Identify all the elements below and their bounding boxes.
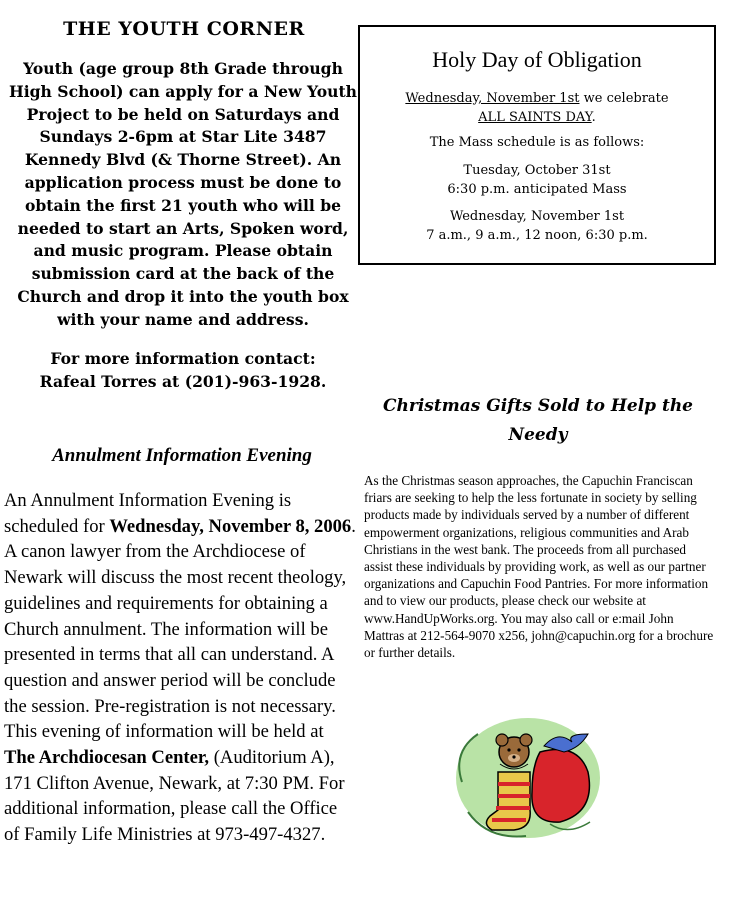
mass-day2	[360, 207, 714, 245]
mass-day2-times: 7 a.m., 9 a.m., 12 noon, 6:30 p.m.	[426, 228, 648, 243]
mass-day1	[360, 161, 714, 199]
holy-day-date: Wednesday, November 1st	[405, 91, 580, 106]
annulment-part2: . A canon lawyer from the Archdiocese of Newark will discuss the most recent theology, guidelines and requirements for obtaining a Church annulment. The information will be presented in terms that all can understand. A question and answer period will be conclude the session. Pre-registration is not necessary. This evening of information will be held at	[4, 515, 356, 743]
mass-day2-date: Wednesday, November 1st	[449, 209, 625, 224]
holy-day-feast: ALL SAINTS DAY	[478, 110, 592, 125]
annulment-body	[4, 488, 356, 848]
christmas-gift-clipart-icon	[448, 712, 604, 844]
youth-corner-body: Youth (age group 8th Grade through High School) can apply for a New Youth Project to be held on Saturdays and Sundays 2-6pm at Star Lite 3487 Kennedy Blvd (& Thorne Street). An application process must be done to obtain the first 21 youth who will be needed to start an Arts, Spoken word, and music program. Please obtain submission card at the back of the Church and drop it into the youth box with your name and address.	[8, 59, 357, 329]
annulment-part3: (Auditorium A), 171 Clifton Avenue, Newark, at 7:30 PM. For additional information, please call the Office of Family Life Ministries at 973-497-4327.	[4, 747, 345, 846]
annulment-title: Annulment Information Evening	[52, 445, 312, 466]
annulment-date: Wednesday, November 8, 2006	[109, 515, 352, 537]
youth-corner-contact	[4, 348, 362, 394]
annulment-location: The Archdiocesan Center,	[4, 747, 210, 769]
youth-corner-heading: THE YOUTH CORNER	[63, 18, 305, 40]
youth-contact-line1: For more information contact:	[50, 349, 316, 368]
holy-day-feast-suffix: .	[591, 110, 596, 125]
gift-sack	[532, 750, 590, 823]
holy-day-celebrate: we celebrate	[579, 91, 669, 106]
annulment-intro: An Annulment Information Evening is scheduled for	[4, 490, 292, 537]
christmas-body: As the Christmas season approaches, the Capuchin Franciscan friars are seeking to help the less fortunate in society by selling products made by individuals served by a number of different empowerment organizations, religious communities and Arab Christians in the west bank. The proceeds from all purchased assist these individuals by providing work, as well as our partner organizations and Capuchin Food Pantries. For more information and to view our products, please check our website at www.HandUpWorks.org. You may also call or e:mail John Mattras at 212-564-9070 x256, john@capuchin.org for a brochure or further details.	[364, 473, 714, 661]
youth-contact-line2: Rafeal Torres at (201)-963-1928.	[39, 371, 327, 391]
christmas-title: Christmas Gifts Sold to Help the Needy	[382, 396, 693, 445]
mass-day1-times: 6:30 p.m. anticipated Mass	[447, 182, 627, 197]
mass-day1-date: Tuesday, October 31st	[463, 163, 611, 178]
holy-day-announcement	[360, 89, 714, 127]
holy-day-title: Holy Day of Obligation	[432, 47, 642, 72]
holy-day-box	[358, 25, 716, 265]
mass-schedule-intro: The Mass schedule is as follows:	[429, 135, 645, 150]
